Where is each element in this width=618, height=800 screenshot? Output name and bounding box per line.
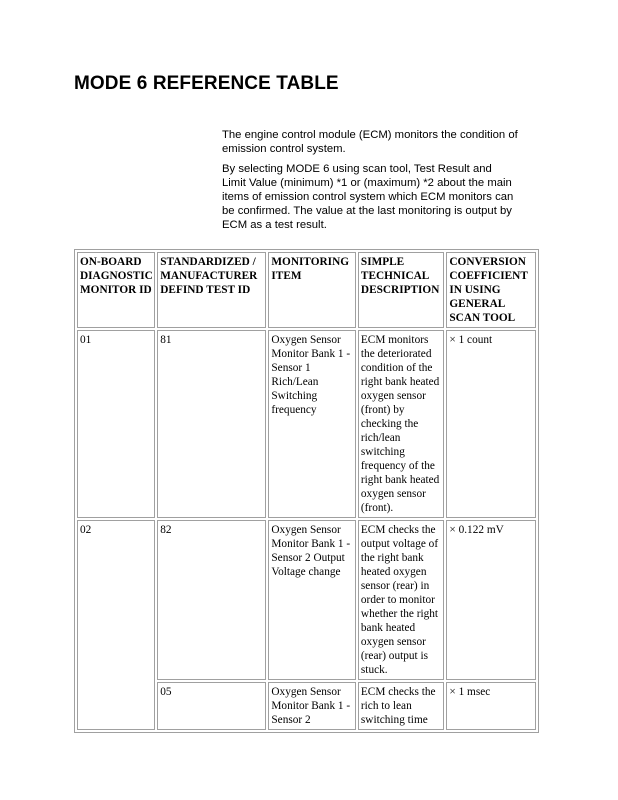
header-description: SIMPLE TECHNICAL DESCRIPTION — [358, 252, 444, 328]
table-row — [77, 330, 536, 518]
table-row — [77, 520, 536, 680]
table-container — [74, 249, 539, 726]
cell-monitoring-item: Oxygen Sensor Monitor Bank 1 - Sensor 2 Output Voltage change — [268, 520, 356, 680]
cell-conversion-coefficient: × 0.122 mV — [446, 520, 536, 680]
cell-monitor-id: 02 — [77, 520, 155, 730]
cell-monitor-id: 01 — [77, 330, 155, 518]
page-title: MODE 6 REFERENCE TABLE — [74, 73, 339, 94]
intro-paragraph: By selecting MODE 6 using scan tool, Test Result and Limit Value (minimum) *1 or (maximum) *2 about the main items of emission control system which ECM monitors can be confirmed. The value at the last monitoring is output by ECM as a test result. — [222, 163, 514, 231]
cell-monitoring-item: Oxygen Sensor Monitor Bank 1 - Sensor 2 — [268, 682, 356, 730]
cell-test-id: 81 — [157, 330, 266, 518]
header-conversion-coefficient: CONVERSION COEFFICIENT IN USING GENERAL SCAN TOOL — [446, 252, 536, 328]
header-test-id: STANDARDIZED / MANUFACTURER DEFIND TEST ID — [157, 252, 266, 328]
cell-description: ECM checks the rich to lean switching time — [358, 682, 444, 730]
table-header-row — [77, 252, 536, 328]
cell-conversion-coefficient: × 1 msec — [446, 682, 536, 730]
intro-text — [222, 128, 518, 238]
cell-description: ECM monitors the deteriorated condition of the right bank heated oxygen sensor (front) by checking the rich/lean switching frequency of the right bank heated oxygen sensor (front). — [358, 330, 444, 518]
mode6-reference-table — [74, 249, 539, 733]
cell-conversion-coefficient: × 1 count — [446, 330, 536, 518]
header-monitor-id: ON-BOARD DIAGNOSTIC MONITOR ID — [77, 252, 155, 328]
cell-test-id: 82 — [157, 520, 266, 680]
cell-description: ECM checks the output voltage of the right bank heated oxygen sensor (rear) in order to monitor whether the right bank heated oxygen sensor (rear) output is stuck. — [358, 520, 444, 680]
intro-paragraph: The engine control module (ECM) monitors the condition of emission control system. — [222, 129, 518, 155]
header-monitoring-item: MONITORING ITEM — [268, 252, 356, 328]
cell-test-id: 05 — [157, 682, 266, 730]
cell-monitoring-item: Oxygen Sensor Monitor Bank 1 - Sensor 1 Rich/Lean Switching frequency — [268, 330, 356, 518]
